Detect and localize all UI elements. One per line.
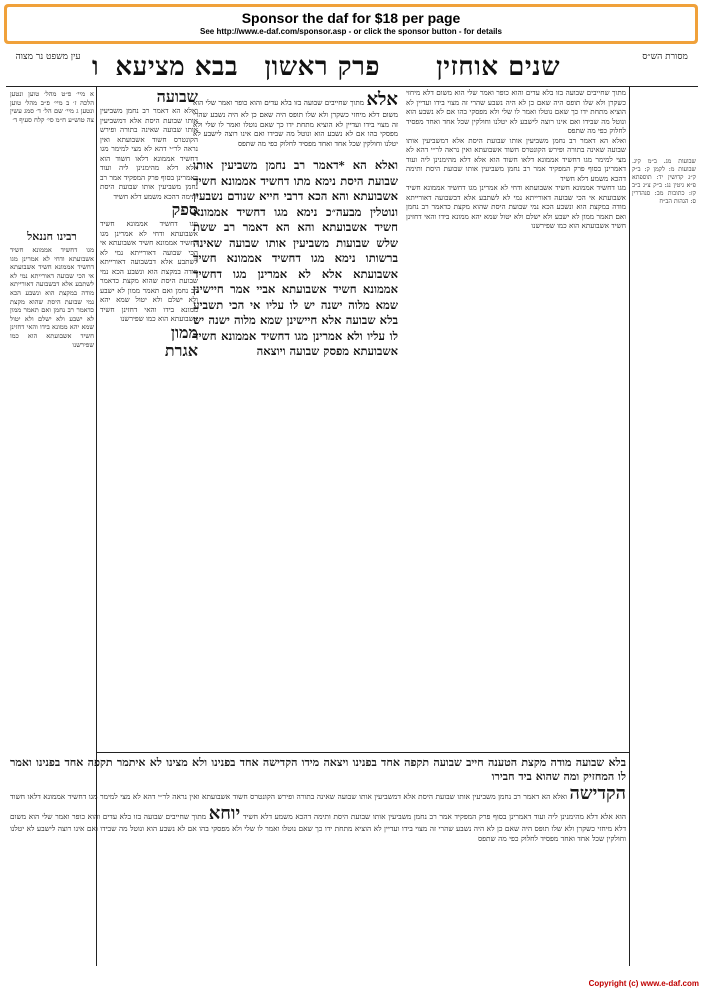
talmud-page — [6, 50, 698, 972]
tosafot-agorot: אגרת — [164, 340, 198, 360]
page-header — [6, 50, 698, 86]
gemara-top-text: מתוך שחייבים שבועה בזו בלא עדים והוא כופר ואמר שלי הוא משום דלא מיחזי כשקרן ולא שלו תופס היה שאם כן לא היה נשבע שהרי זה מצוי בידו ועדיין לא הוציא מתחת ידו כך שאם נוטלו ואמר לו שלי ולא מפסקי בהו אם לא נשבע הוא ונוטל מה שבידו ואם אינו רוצה לישבע לא יטלנו וחולקין שכל אחד ואחד מפסיד לחלוק כפי מה שתפס — [193, 98, 398, 148]
rashi-text-cont: ואלא הא דאמר רב נחמן משביעין אותו שבועת היסת אלא דמשביעין אותו שבועה שאינה בתורה ופירש הקונטרס חשוד אשבועתא ואין נראה לר״י דהא לא מצי למימר מגו דחשיד אממונא דלאו חשוד הוא אלא דלא מהימנינן ליה ועוד דאמרינן בסוף פרק המפקיד אמר רב נחמן משביעין אותו שבועת היסת ותימה דהכא משמע דלא חשיד — [406, 135, 626, 183]
mesoret-hashas-label: מסורת הש״ס — [642, 52, 688, 62]
sponsor-link[interactable] — [7, 7, 695, 41]
sponsor-subtitle: See http://www.e-daf.com/sponsor.asp - or click the sponsor button - for details — [200, 27, 502, 36]
copyright-notice[interactable]: Copyright (c) www.e-daf.com — [588, 979, 699, 988]
tosafot-spafek: ספק — [171, 200, 198, 219]
ein-mishpat-label: עין משפט נר מצוה — [15, 52, 81, 62]
tosafot-text-2: מגו דחשיד אממונא חשיד אשבועתא ודחי לא אמרינן מגו דחשיד אממונא חשיד אשבועתא אי הכי שבועה דאורייתא נמי לא לשתבע אלא דבשבועה דאורייתא מודה במקצת הוא ונשבע הכא נמי שבועת היסת שהוא מקצת כדאמר רב נחמן ואם תאמר ממון לא ישבע ולא ישלם ולא יטול שמא יהא ממונא בידו והאי דחזינן חשיד אשבועתא הוא כמו שפירשנו — [100, 219, 198, 323]
yachol-word: יוחא — [208, 803, 241, 824]
folio-number: ו — [92, 52, 99, 82]
rabbeinu-chananel-title: רבינו חננאל — [27, 230, 77, 243]
gemara-opening-word: אלא — [366, 90, 398, 110]
rashi-text-cont-2: מגו דחשיד אממונא חשיד אשבועתא ודחי לא אמרינן מגו דחשיד אממונא חשיד אשבועתא אי הכי שבועה דאורייתא נמי לא לשתבע אלא דבשבועה דאורייתא מודה במקצת הוא ונשבע הכא נמי שבועת היסת שהוא מקצת כדאמר רב נחמן ואם תאמר ממון לא ישבע ולא ישלם ולא יטול שמא יהא ממונא בידו והאי דחזינן חשיד אשבועתא הוא כמו שפירשנו — [406, 183, 626, 230]
bottom-commentary: ואלא הא דאמר רב נחמן משביעין אותו שבועת היסת אלא דמשביעין אותו שבועה שאינה בתורה ופירש הקונטרס חשוד אשבועתא ואין נראה לר״י דהא לא מצי למימר מגו דחשיד אממונא דלאו חשוד הוא אלא דלא מהימנינן ליה ועוד דאמרינן בסוף פרק המפקיד אמר רב נחמן משביעין אותו שבועת היסת ותימה דהכא משמע דלא חשיד — [10, 792, 626, 821]
mesoret-hashas-column: שבועות מג. ב״מ קיג. שבועות מ: לקמן ק: ב״ק ק״ג קדושין יד: תוספתא פ״א גיטין נג: ב״ק צ״ג ב״ב קז: כתובות מב: סנהדרין ס: הגהות הב״ח — [632, 158, 696, 205]
tosafot-text: ואלא הא דאמר רב נחמן משביעין אותו שבועת היסת אלא דמשביעין אותו שבועה שאינה בתורה ופירש הקונטרס חשוד אשבועתא ואין נראה לר״י דהא לא מצי למימר מגו דחשיד אממונא דלאו חשוד הוא אלא דלא מהימנינן ליה ועוד דאמרינן בסוף פרק המפקיד אמר רב נחמן משביעין אותו שבועת היסת ותימה דהכא משמע דלא חשיד — [100, 106, 198, 201]
rabbeinu-chananel-column — [10, 230, 94, 730]
chapter-number: פרק ראשון — [264, 52, 380, 82]
bottom-block — [10, 756, 626, 970]
tosafot-opening-word: שבועה — [156, 88, 198, 106]
bottom-rule — [96, 752, 630, 753]
rabbeinu-chananel-text: מגו דחשיד אממונא חשיד אשבועתא ודחי לא אמרינן מגו דחשיד אממונא חשיד אשבועתא אי הכי שבועה דאורייתא נמי לא לשתבע אלא דבשבועה דאורייתא מודה במקצת הוא ונשבע הכא נמי שבועת היסת שהוא מקצת כדאמר רב נחמן ואם תאמר ממון לא ישבע ולא ישלם ולא יטול שמא יהא ממונא בידו והאי דחזינן חשיד אשבועתא הוא כמו שפירשנו — [10, 246, 94, 349]
sponsor-title: Sponsor the daf for $18 per page — [241, 10, 461, 26]
tosafot-column — [100, 88, 198, 750]
chapter-title: שנים אוחזין — [436, 52, 560, 82]
margin-rule-right — [629, 86, 630, 966]
header-rule — [6, 86, 698, 87]
hakdisha-word: הקדישה — [569, 783, 626, 804]
bottom-gemara-text: בלא שבועה מודה מקצת הטענה חייב שבועה תקפה אחד בפנינו ויצאה מידו הקדישה אחד בפנינו ולא מצינו לא איתמר תקפה אחד בפנינו ואמר לו המחזיק ומה שהוא ביד חבירו — [10, 756, 626, 783]
gemara-column: ואלא הא *דאמר רב נחמן משביעין אותו שבועת היסת נימא מתו דחשיד אממונא חשיד אשבועתא והא הכא דרבי חייא שנודם נשבעין ונוטלין מבעה״כ נימא מגו דחשיד אממונא חשיד אשבועתא והא הא דאמר רב ששת שלש שבועות משביעין אותו שבועה שאינה ברשותו נימא מגו דחשיד אממונא חשיד אשבועתא אלא לא אמרינן מגו דחשיד אממונא חשיד אשבועתא אביי אמר חיישינן שמא מלוה ישנה יש לו עליו אי הכי תשביע בלא שבועה אלא חיישינן שמא מלוה ישנה יש לו עליו ולא אמרינן מגו דחשיד אממונא חשיד אשבועתא מפסק שבועה ויוצאה — [193, 158, 398, 358]
rashi-text: מתוך שחייבים שבועה בזו בלא עדים והוא כופר ואמר שלי הוא משום דלא מיחזי כשקרן ולא שלו תופס היה שאם כן לא היה נשבע שהרי זה מצוי בידו ועדיין לא הוציא מתחת ידו כך שאם נוטלו ואמר לו שלי ולא מפסקי בהו אם לא נשבע הוא ונוטל מה שבידו ואם אינו רוצה לישבע לא יטלנו וחולקין שכל אחד ואחד מפסיד לחלוק כפי מה שתפס — [406, 88, 626, 135]
bottom-commentary-2: מתוך שחייבים שבועה בזו בלא עדים והוא כופר ואמר שלי הוא משום דלא מיחזי כשקרן ולא שלו תופס היה שאם כן לא היה נשבע שהרי זה מצוי בידו ועדיין לא הוציא מתחת ידו כך שאם נוטלו ואמר לו שלי ולא מפסקי בהו אם לא נשבע הוא ונוטל מה שבידו ואם אינו רוצה לישבע לא יטלנו וחולקין שכל אחד ואחד מפסיד לחלוק כפי מה שתפס — [10, 812, 626, 843]
sponsor-banner[interactable] — [4, 4, 698, 44]
ein-mishpat-column: א מיי׳ פ״ט מהל׳ טוען ונטען הלכה ז׳ ב מיי׳ פ״ב מהל׳ טוען ונטען ג מיי׳ שם הל׳ ד׳ סמג עשין צה טוש״ע ח״מ סי׳ קלח סעיף ד׳ — [10, 90, 94, 124]
rashi-column — [406, 88, 626, 750]
tractate-name: בבא מציעא — [115, 52, 238, 82]
gemara-top-block — [193, 90, 398, 156]
tosafot-mamon: ממון — [170, 322, 198, 342]
